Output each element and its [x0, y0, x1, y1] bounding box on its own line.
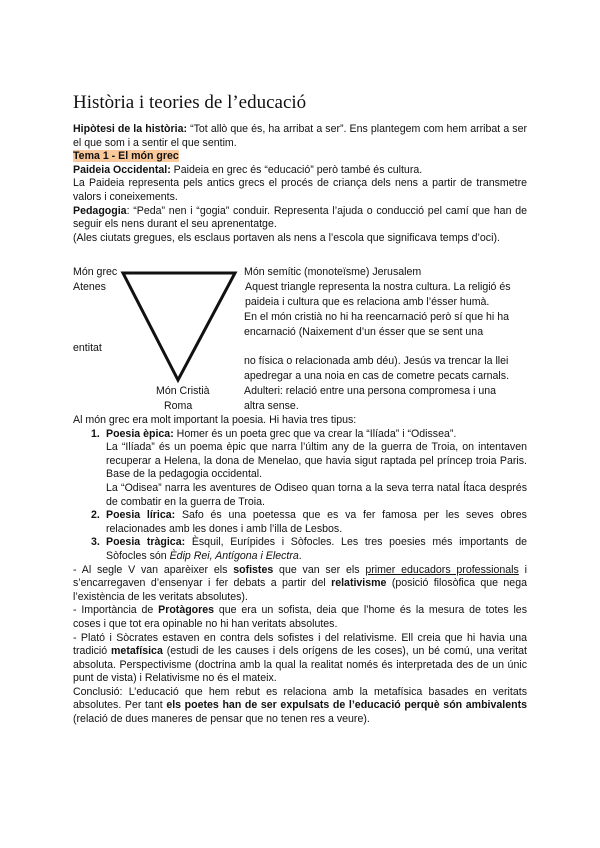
metafisica-term: metafísica	[111, 645, 163, 658]
pedagogia-label: Pedagogia	[73, 204, 127, 217]
sofistes-term: sofistes	[233, 563, 274, 576]
diagram-left-entity: entitat	[73, 342, 102, 354]
poetry-section	[73, 414, 527, 727]
hypothesis-label: Hipòtesi de la història:	[73, 123, 188, 135]
diagram-bottom-label: Món Cristià	[156, 385, 210, 397]
pedagogia-note: (Ales ciutats gregues, els esclaus portaven als nens a l’escola que significava temps d’oci).	[73, 231, 500, 244]
diagram-bottom-city: Roma	[164, 400, 193, 412]
paideia-occidental-paragraph	[73, 164, 527, 178]
poetry-label: Poesia èpica:	[106, 427, 174, 440]
relativisme-term: relativisme	[331, 577, 387, 590]
poetry-text: Safo és una poetessa que es va fer famosa per les seves obres relacionades amb les dones i amb l’illa de Lesbos.	[106, 509, 527, 535]
sofistes-text: i s’encarregaven d’ensenyar i fer debats a partir del	[73, 563, 528, 590]
inverted-triangle-shape	[118, 270, 240, 386]
poetry-label: Poesia lírica:	[106, 509, 176, 522]
sofistes-text: - Al segle V van aparèixer els	[73, 563, 234, 576]
topic-heading: Tema 1 - El món grec	[73, 150, 179, 163]
poetry-intro: Al món grec era molt important la poesia. Hi havia tres tipus:	[73, 414, 357, 426]
plato-text: (estudi de les causes i dels orígens de les coses), un bé comú, una veritat absoluta. Perspectivisme (doctrina amb la qual la realitat només és interpretada des de un únic punt de vista) i Relativisme no és el mateix.	[73, 645, 527, 685]
diagram-right-line: no física o relacionada amb déu). Jesús va trencar la llei	[244, 355, 509, 367]
poetry-extra: La “Ilíada” és un poema èpic que narra l’últim any de la guerra de Troia, on intentaven recuperar a Helena, la dona de Menelao, que havia sigut raptada pel príncep troia Paris. Base de la pedagogia occidental.	[106, 441, 527, 481]
list-item-number: 1.	[91, 427, 100, 440]
diagram-right-line: Món semític (monoteïsme) Jerusalem	[244, 266, 422, 278]
plato-paragraph	[73, 632, 527, 686]
pedagogia-text: : “Peda” nen i “gogia” conduir. Representa l’ajuda o conducció pel camí que han de seguir els nens durant el seu aprenentatge.	[73, 204, 527, 231]
paideia-occidental-text: Paideia en grec és “educació” però també és cultura.	[170, 163, 423, 176]
diagram-left-city: Atenes	[73, 281, 106, 293]
poetry-text: Homer és un poeta grec que va crear la “Ilíada” i “Odissea”.	[173, 427, 457, 440]
diagram-right-line: Adulteri: relació entre una persona compromesa i una	[244, 385, 497, 397]
list-item	[73, 428, 527, 510]
topic-heading-line	[73, 150, 527, 164]
plato-text: - Plató i Sòcrates estaven en contra dels sofistes i del relativisme. Ell creia que hi havia una tradició	[73, 631, 527, 658]
poetry-works: Èdip Rei, Antígona i Electra	[169, 549, 299, 562]
list-item	[73, 509, 527, 536]
diagram-left-top: Món grec	[73, 266, 118, 278]
protagores-paragraph	[73, 604, 527, 631]
intro-section	[73, 123, 527, 245]
poetry-list	[73, 428, 527, 564]
list-item-number: 3.	[91, 536, 100, 549]
sofistes-text: que van ser els	[273, 563, 366, 576]
poetry-text: Èsquil, Eurípides i Sòfocles. Les tres poesies més importants de Sòfocles són	[106, 536, 528, 562]
poetry-label: Poesia tràgica:	[106, 536, 186, 549]
diagram-right-line: Aquest triangle representa la nostra cultura. La religió és	[245, 281, 511, 293]
sofistes-underlined: primer educadors professionals	[365, 563, 519, 576]
protagores-text: que era un sofista, deia que l’home és la mesura de totes les coses i que tot era opinable no hi han veritats absolutes.	[73, 604, 527, 630]
hypothesis-paragraph	[73, 123, 527, 150]
diagram-right-line: apedregar a una noia en cas de cometre pecats carnals.	[244, 370, 510, 382]
protagores-text: - Importància de	[73, 604, 159, 617]
diagram-right-line: altra sense.	[244, 400, 299, 412]
conclusion-text: (relació de dues maneres de pensar que no tenen res a veure).	[73, 713, 370, 726]
hypothesis-text: “Tot allò que és, ha arribat a ser”. Ens plantegem com hem arribat a ser el que som i a sentir el que sentim.	[73, 123, 528, 149]
diagram-right-line: En el món cristià no hi ha reencarnació però sí que hi ha	[244, 311, 509, 323]
page-title: Història i teories de l’educació	[73, 92, 307, 113]
pedagogia-paragraph	[73, 205, 527, 232]
list-item	[73, 536, 527, 563]
sofistes-text: (posició filosòfica que nega l’existència de les veritats absolutes).	[73, 577, 527, 603]
poetry-end: .	[298, 549, 302, 562]
diagram-right-line: encarnació (Naixement d’un ésser que se sent una	[244, 326, 484, 338]
conclusion-text: Conclusió: L’educació que hem rebut es relaciona amb la metafísica basades en veritats absolutes. Per tant	[73, 685, 527, 712]
list-item-number: 2.	[91, 509, 100, 522]
conclusion-bold: els poetes han de ser expulsats de l’educació perquè són ambivalents	[166, 699, 527, 712]
protagores-term: Protàgores	[158, 604, 215, 617]
poetry-extra: La “Odisea” narra les aventures de Odiseo quan torna a la seva terra natal Ítaca després de combatir en la guerra de Troia.	[106, 481, 527, 508]
conclusion-paragraph	[73, 686, 527, 727]
paideia-occidental-label: Paideia Occidental:	[73, 163, 171, 176]
paideia-paragraph: La Paideia representa pels antics grecs el procés de criança dels nens a partir de transmetre valors i coneixements.	[73, 177, 527, 203]
diagram-right-line: paideia i cultura que es relaciona amb l’ésser humà.	[245, 296, 490, 308]
sofistes-paragraph	[73, 564, 527, 605]
